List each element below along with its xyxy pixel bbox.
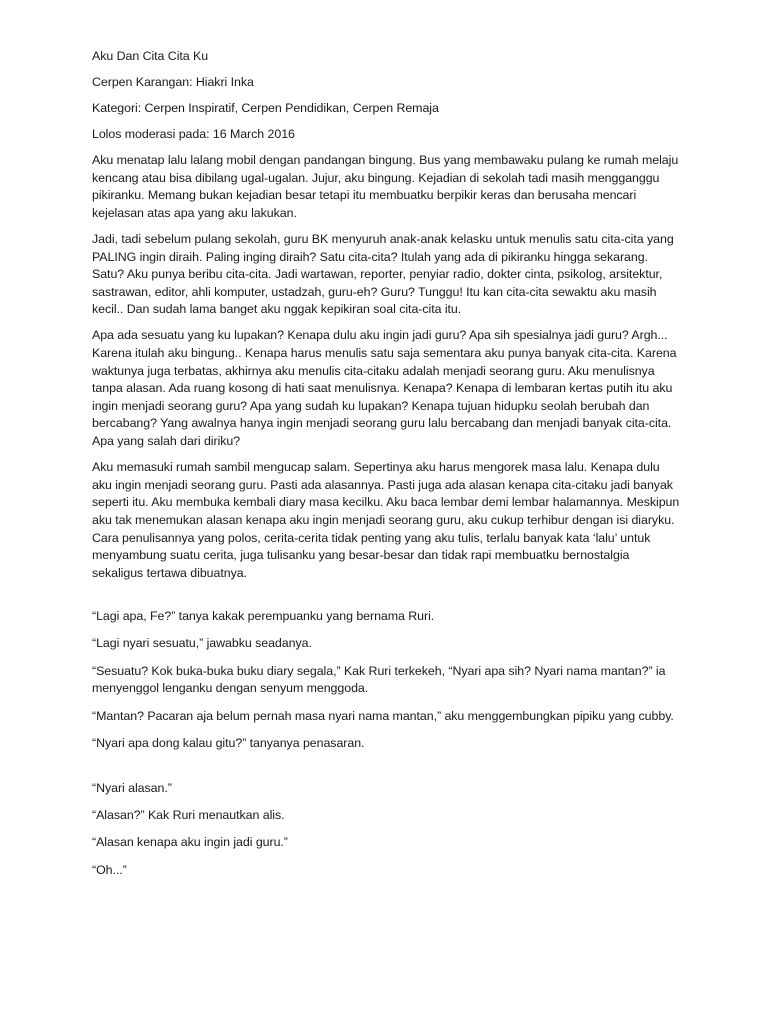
paragraph: Apa ada sesuatu yang ku lupakan? Kenapa dulu aku ingin jadi guru? Apa sih spesialnya jadi guru? Argh... Karena itulah aku bingung.. Kenapa harus menulis satu saja sementara aku punya banyak cita-cita. Karena waktunya juga terbatas, akhirnya aku menulis cita-citaku adalah menjadi seorang guru. Aku menulisnya tanpa alasan. Ada ruang kosong di hati saat menulisnya. Kenapa? Kenapa di lembaran kertas putih itu aku ingin menjadi seorang guru? Apa yang sudah ku lupakan? Kenapa tujuan hidupku seolah berubah dan bercabang? Yang awalnya hanya ingin menjadi seorang guru lalu bercabang dan menjadi banyak cita-cita. Apa yang salah dari diriku? <box>92 328 677 449</box>
dialogue-line: “Lagi nyari sesuatu,” jawabku seadanya. <box>92 636 312 651</box>
paragraph: Aku memasuki rumah sambil mengucap salam. Sepertinya aku harus mengorek masa lalu. Kenapa dulu aku ingin menjadi seorang guru. Pasti ada alasannya. Pasti juga ada alasan kenapa cita-citaku jadi banyak seperti itu. Aku membuka kembali diary masa kecilku. Aku baca lembar demi lembar halamannya. Meskipun aku tak menemukan alasan kenapa aku ingin menjadi seorang guru, aku cukup terhibur dengan isi diaryku. Cara penulisannya yang polos, cerita-cerita tidak penting yang aku tulis, terlalu banyak kata ‘lalu’ untuk menyambung suatu cerita, juga tulisanku yang besar-besar dan tidak rapi membuatku bernostalgia sekaligus tertawa dibuatnya. <box>92 460 680 580</box>
dialogue-line: “Alasan kenapa aku ingin jadi guru.” <box>92 835 288 850</box>
document-page <box>92 48 682 889</box>
paragraph: Aku menatap lalu lalang mobil dengan pandangan bingung. Bus yang membawaku pulang ke rumah melaju kencang atau bisa dibilang ugal-ugalan. Jujur, aku bingung. Kejadian di sekolah tadi masih mengganggu pikiranku. Memang bukan kejadian besar tetapi itu membuatku berpikir keras dan berusaha mencari kejelasan atas apa yang aku lakukan. <box>92 152 679 220</box>
moderation-date: Lolos moderasi pada: 16 March 2016 <box>92 126 295 141</box>
dialogue-line: “Lagi apa, Fe?” tanya kakak perempuanku yang bernama Ruri. <box>92 608 435 623</box>
dialogue-line: “Nyari alasan.” <box>92 780 172 795</box>
dialogue-line: “Sesuatu? Kok buka-buka buku diary segala,” Kak Ruri terkekeh, “Nyari apa sih? Nyari nama mantan?” ia menyenggol lenganku dengan senyum menggoda. <box>92 663 666 696</box>
dialogue-line: “Oh...” <box>92 862 127 877</box>
dialogue-line: “Alasan?” Kak Ruri menautkan alis. <box>92 807 285 822</box>
story-category: Kategori: Cerpen Inspiratif, Cerpen Pendidikan, Cerpen Remaja <box>92 100 439 115</box>
story-title: Aku Dan Cita Cita Ku <box>92 49 209 63</box>
paragraph: Jadi, tadi sebelum pulang sekolah, guru BK menyuruh anak-anak kelasku untuk menulis satu cita-cita yang PALING ingin diraih. Paling inging diraih? Satu cita-cita? Itulah yang ada di pikiranku hingga sekarang. Satu? Aku punya beribu cita-cita. Jadi wartawan, reporter, penyiar radio, dokter cinta, psikolog, arsitektur, sastrawan, editor, ahli komputer, ustadzah, guru-eh? Guru? Tunggu! Itu kan cita-cita sewaktu aku masih kecil.. Dan sudah lama banget aku nggak kepikiran soal cita-cita itu. <box>92 231 674 317</box>
story-author: Cerpen Karangan: Hiakri Inka <box>92 74 254 89</box>
blank-line <box>92 591 682 608</box>
blank-line <box>92 763 682 780</box>
dialogue-line: “Nyari apa dong kalau gitu?” tanyanya penasaran. <box>92 736 365 751</box>
dialogue-line: “Mantan? Pacaran aja belum pernah masa nyari nama mantan,” aku menggembungkan pipiku yang cubby. <box>92 708 674 723</box>
